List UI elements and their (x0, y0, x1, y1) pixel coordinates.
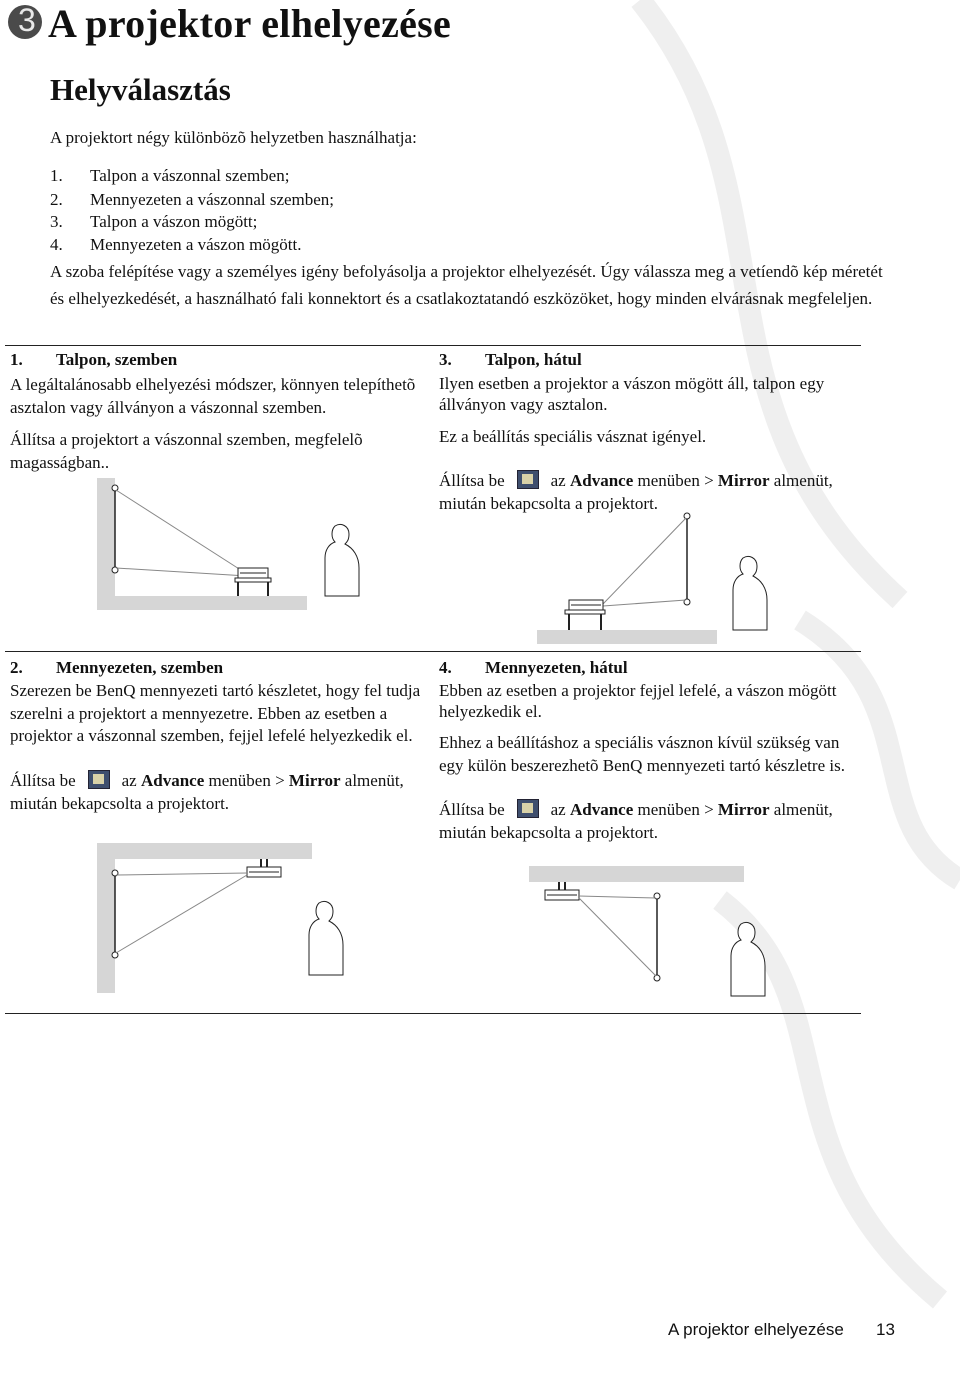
figure-floor-rear (537, 508, 777, 644)
section-3-title: Talpon, hátul (485, 350, 582, 369)
figure-ceiling-rear (529, 866, 774, 1006)
section-3-note: Ez a beállítás speciális vásznat igényel. (439, 427, 707, 446)
list-number: 1. (50, 166, 63, 185)
section-1 (10, 348, 430, 474)
setup-menu-icon (88, 770, 110, 789)
list-text: Talpon a vászonnal szemben; (90, 166, 290, 185)
section-4-heading (439, 656, 859, 679)
section-4-instruction: Állítsa be az Advance menüben > Mirror almenüt, miután bekapcsolta a projektort. (439, 800, 833, 842)
section-2-instruction: Állítsa be az Advance menüben > Mirror almenüt, miután bekapcsolta a projektort. (10, 770, 404, 813)
setup-menu-icon (517, 799, 539, 818)
section-3 (439, 348, 859, 515)
divider-bottom (5, 1013, 861, 1014)
section-2-number: 2. (10, 658, 23, 677)
section-2-text: Szerezen be BenQ mennyezeti tartó készletet, hogy fel tudja szerelni a projektort a mennyezetre. Ebben az esetben a projektor a vászonnal szemben, fejjel lefelé helyezkedik el. (10, 681, 421, 745)
setup-menu-icon (517, 470, 539, 489)
intro-text: A projektort négy különbözõ helyzetben használhatja: (50, 128, 417, 147)
section-3-instruction: Állítsa be az Advance menüben > Mirror almenüt, miután bekapcsolta a projektort. (439, 471, 833, 513)
list-number: 4. (50, 235, 63, 254)
section-3-text: Ilyen esetben a projektor a vászon mögött áll, talpon egy állványon vagy asztalon. (439, 374, 825, 414)
figure-floor-front (97, 478, 377, 610)
section-1-title: Talpon, szemben (56, 350, 178, 369)
chapter-number: 3 (18, 2, 36, 38)
chapter-title: A projektor elhelyezése (48, 1, 452, 46)
divider-top (5, 345, 861, 346)
section-2-title: Mennyezeten, szemben (56, 658, 224, 677)
section-2 (10, 656, 430, 815)
divider-middle (5, 651, 861, 652)
section-2-heading (10, 656, 430, 679)
section-4-title: Mennyezeten, hátul (485, 658, 628, 677)
list-text: Talpon a vászon mögött; (90, 212, 258, 231)
footer-title: A projektor elhelyezése (668, 1320, 844, 1339)
section-3-heading (439, 348, 859, 371)
section-4-text: Ebben az esetben a projektor fejjel lefelé, a vászon mögött helyezkedik el. (439, 681, 837, 721)
list-text: Mennyezeten a vászonnal szemben; (90, 190, 335, 209)
section-4-number: 4. (439, 658, 452, 677)
section-1-number: 1. (10, 350, 23, 369)
section-4-note: Ehhez a beállításhoz a speciális vásznon kívül szükség van egy külön beszerezhetõ BenQ mennyezeti tartó készletre is. (439, 733, 845, 775)
list-number: 3. (50, 212, 63, 231)
page-number: 13 (876, 1320, 895, 1339)
section-4 (439, 656, 859, 844)
placement-paragraph: A szoba felépítése vagy a személyes igény befolyásolja a projektor elhelyezését. Úgy válassza meg a vetíendõ kép méretét és elhelyezkedését, a használható fali konnektort és a csatlakoztatandó eszközöket, hogy minden elvárásnak megfeleljen. (50, 262, 883, 308)
section-title: Helyválasztás (50, 72, 231, 107)
figure-ceiling-front (97, 843, 357, 993)
section-1-heading (10, 348, 430, 371)
list-number: 2. (50, 190, 63, 209)
list-text: Mennyezeten a vászon mögött. (90, 235, 302, 254)
section-3-number: 3. (439, 350, 452, 369)
section-1-instruction: Állítsa a projektort a vászonnal szemben, megfelelõ magasságban.. (10, 430, 363, 472)
section-1-text: A legáltalánosabb elhelyezési módszer, könnyen telepíthetõ asztalon vagy állványon a vászonnal szemben. (10, 375, 416, 417)
